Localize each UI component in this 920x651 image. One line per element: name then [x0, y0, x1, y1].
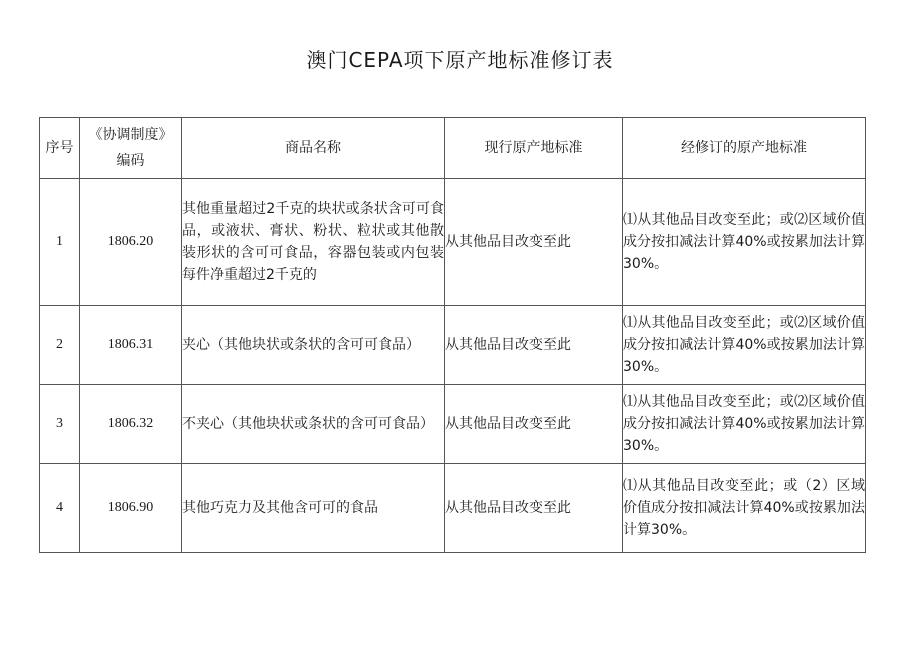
table-row — [40, 306, 866, 385]
header-current-standard: 现行原产地标准 — [445, 118, 623, 179]
cell-current-standard: 从其他品目改变至此 — [445, 385, 623, 464]
table-row — [40, 385, 866, 464]
cell-index: 4 — [40, 464, 80, 553]
cell-product-name: 其他巧克力及其他含可可的食品 — [182, 464, 445, 553]
cell-hs-code: 1806.31 — [80, 306, 182, 385]
page-title: 澳门CEPA项下原产地标准修订表 — [306, 48, 614, 72]
cell-hs-code: 1806.90 — [80, 464, 182, 553]
table-row — [40, 179, 866, 306]
cell-index: 3 — [40, 385, 80, 464]
cell-revised-standard: ⑴从其他品目改变至此；或⑵区域价值成分按扣减法计算40%或按累加法计算30%。 — [623, 385, 866, 464]
table-header-row — [40, 118, 866, 179]
cell-hs-code: 1806.32 — [80, 385, 182, 464]
cell-current-standard: 从其他品目改变至此 — [445, 179, 623, 306]
cell-current-standard: 从其他品目改变至此 — [445, 464, 623, 553]
cell-revised-standard: ⑴从其他品目改变至此；或⑵区域价值成分按扣减法计算40%或按累加法计算30%。 — [623, 179, 866, 306]
table-row — [40, 464, 866, 553]
cell-index: 1 — [40, 179, 80, 306]
cell-revised-standard: ⑴从其他品目改变至此；或⑵区域价值成分按扣减法计算40%或按累加法计算30%。 — [623, 306, 866, 385]
header-hs-code-line1: 《协调制度》 — [88, 127, 173, 143]
cell-product-name: 其他重量超过2千克的块状或条状含可可食品，或液状、膏状、粉状、粒状或其他散装形状的含可可食品，容器包装或内包装每件净重超过2千克的 — [182, 179, 445, 306]
cell-product-name: 不夹心（其他块状或条状的含可可食品） — [182, 385, 445, 464]
header-index: 序号 — [40, 118, 80, 179]
cell-hs-code: 1806.20 — [80, 179, 182, 306]
cell-revised-standard: ⑴从其他品目改变至此；或（2）区域价值成分按扣减法计算40%或按累加法计算30%。 — [623, 464, 866, 553]
cell-index: 2 — [40, 306, 80, 385]
header-hs-code — [80, 118, 182, 179]
header-hs-code-line2: 编码 — [116, 153, 145, 169]
origin-standard-table — [39, 117, 866, 553]
cell-product-name: 夹心（其他块状或条状的含可可食品） — [182, 306, 445, 385]
header-product-name: 商品名称 — [182, 118, 445, 179]
cell-current-standard: 从其他品目改变至此 — [445, 306, 623, 385]
header-revised-standard: 经修订的原产地标准 — [623, 118, 866, 179]
